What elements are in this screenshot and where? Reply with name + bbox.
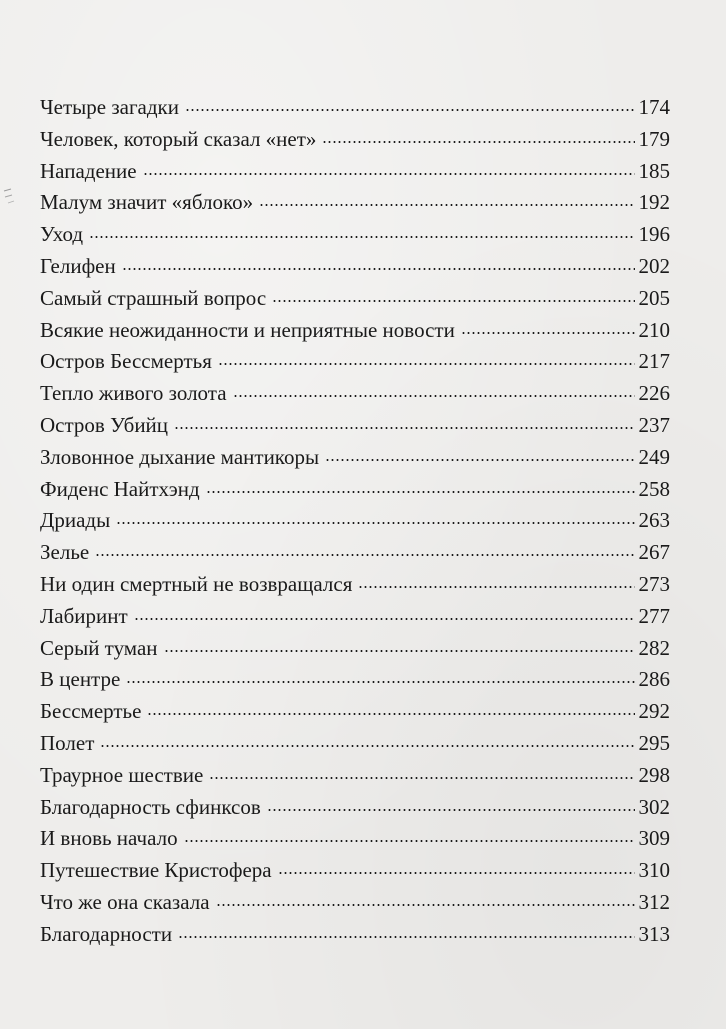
dot-leader: [267, 791, 635, 812]
toc-entry: [40, 537, 670, 569]
toc-entry-title: И вновь начало: [40, 826, 178, 851]
toc-entry-title: Дриады: [40, 508, 111, 533]
toc-entry-page-number: 277: [638, 603, 670, 628]
toc-entry-page-number: 205: [638, 285, 670, 310]
toc-entry: [40, 855, 670, 887]
toc-entry: [40, 442, 670, 474]
toc-entry-title: Благодарности: [40, 921, 173, 946]
dot-leader: [322, 123, 634, 144]
dot-leader: [178, 918, 634, 939]
dot-leader: [461, 314, 635, 335]
toc-entry-page-number: 258: [638, 476, 670, 501]
toc-entry: [40, 823, 670, 855]
toc-entry: [40, 633, 670, 665]
toc-entry: [40, 474, 670, 506]
toc-entry: [40, 728, 670, 760]
toc-entry-title: Ни один смертный не возвращался: [40, 571, 353, 596]
toc-entry: [40, 792, 670, 824]
toc-entry-page-number: 312: [638, 889, 670, 914]
toc-entry-title: Полет: [40, 730, 95, 755]
toc-entry-page-number: 263: [638, 508, 670, 533]
toc-entry-page-number: 295: [638, 730, 670, 755]
toc-entry-page-number: 249: [638, 444, 670, 469]
dot-leader: [325, 441, 634, 462]
dot-leader: [184, 822, 635, 843]
toc-entry: [40, 760, 670, 792]
toc-entry-title: Лабиринт: [40, 603, 128, 628]
toc-entry-title: Нападение: [40, 158, 137, 183]
dot-leader: [116, 504, 634, 525]
toc-entry-title: Путешествие Кристофера: [40, 858, 272, 883]
toc-entry-page-number: 226: [638, 381, 670, 406]
toc-entry-title: Четыре загадки: [40, 95, 180, 119]
toc-entry: [40, 919, 670, 951]
toc-entry-title: Благодарность сфинксов: [40, 794, 261, 819]
toc-entry-page-number: 185: [638, 158, 670, 183]
dot-leader: [358, 568, 634, 589]
toc-entry: [40, 315, 670, 347]
dot-leader: [218, 345, 635, 366]
dot-leader: [278, 854, 635, 875]
toc-entry-page-number: 174: [638, 95, 670, 119]
toc-entry: [40, 696, 670, 728]
toc-entry-title: Бессмертье: [40, 699, 142, 724]
toc-entry-page-number: 292: [638, 699, 670, 724]
toc-entry-page-number: 179: [638, 126, 670, 151]
toc-entry-page-number: 217: [638, 349, 670, 374]
toc-entry: [40, 219, 670, 251]
toc-entry: [40, 251, 670, 283]
toc-entry-title: Самый страшный вопрос: [40, 285, 267, 310]
toc-entry-title: Всякие неожиданности и неприятные новости: [40, 317, 455, 342]
toc-entry-title: Серый туман: [40, 635, 158, 660]
toc-entry-title: Человек, который сказал «нет»: [40, 126, 317, 151]
dot-leader: [272, 282, 634, 303]
toc-entry-title: Зловонное дыхание мантикоры: [40, 444, 320, 469]
dot-leader: [95, 536, 634, 557]
toc-entry-title: Что же она сказала: [40, 889, 210, 914]
dot-leader: [100, 727, 634, 748]
dot-leader: [147, 695, 634, 716]
toc-entry-title: Остров Убийц: [40, 412, 169, 437]
toc-entry-title: Уход: [40, 222, 84, 247]
toc-entry-page-number: 196: [638, 222, 670, 247]
toc-entry-page-number: 309: [638, 826, 670, 851]
dot-leader: [89, 218, 634, 239]
dot-leader: [209, 759, 634, 780]
toc-entry-title: Остров Бессмертья: [40, 349, 212, 374]
pencil-mark-icon: [2, 183, 32, 213]
dot-leader: [216, 886, 635, 907]
toc-entry: [40, 601, 670, 633]
toc-entry: [40, 187, 670, 219]
toc-entry-title: Гелифен: [40, 253, 116, 278]
toc-entry-page-number: 267: [638, 540, 670, 565]
toc-entry-title: Фиденс Найтхэнд: [40, 476, 200, 501]
toc-entry: [40, 664, 670, 696]
toc-entry: [40, 124, 670, 156]
toc-entry: [40, 569, 670, 601]
toc-entry-page-number: 282: [638, 635, 670, 660]
toc-entry-page-number: 313: [638, 921, 670, 946]
dot-leader: [206, 473, 635, 494]
toc-entry-page-number: 310: [638, 858, 670, 883]
toc-entry-title: Зелье: [40, 540, 90, 565]
dot-leader: [164, 632, 635, 653]
toc-entry-page-number: 273: [638, 571, 670, 596]
toc-entry: [40, 283, 670, 315]
toc-entry-page-number: 298: [638, 762, 670, 787]
dot-leader: [134, 600, 635, 621]
toc-entry-title: Малум значит «яблоко»: [40, 190, 254, 215]
toc-entry: [40, 92, 670, 124]
dot-leader: [126, 663, 634, 684]
dot-leader: [259, 186, 634, 207]
toc-entry: [40, 378, 670, 410]
toc-entry-page-number: 302: [638, 794, 670, 819]
toc-entry: [40, 505, 670, 537]
table-of-contents: [40, 92, 670, 951]
dot-leader: [185, 91, 634, 112]
toc-entry-title: Траурное шествие: [40, 762, 204, 787]
toc-entry-page-number: 192: [638, 190, 670, 215]
toc-entry: [40, 410, 670, 442]
toc-entry-title: В центре: [40, 667, 121, 692]
dot-leader: [174, 409, 634, 430]
dot-leader: [143, 155, 635, 176]
toc-entry-page-number: 286: [638, 667, 670, 692]
toc-entry: [40, 887, 670, 919]
toc-entry-title: Тепло живого золота: [40, 381, 227, 406]
dot-leader: [233, 377, 635, 398]
toc-entry-page-number: 202: [638, 253, 670, 278]
dot-leader: [122, 250, 635, 271]
toc-entry: [40, 156, 670, 188]
toc-entry-page-number: 210: [638, 317, 670, 342]
toc-entry: [40, 346, 670, 378]
toc-entry-page-number: 237: [638, 412, 670, 437]
